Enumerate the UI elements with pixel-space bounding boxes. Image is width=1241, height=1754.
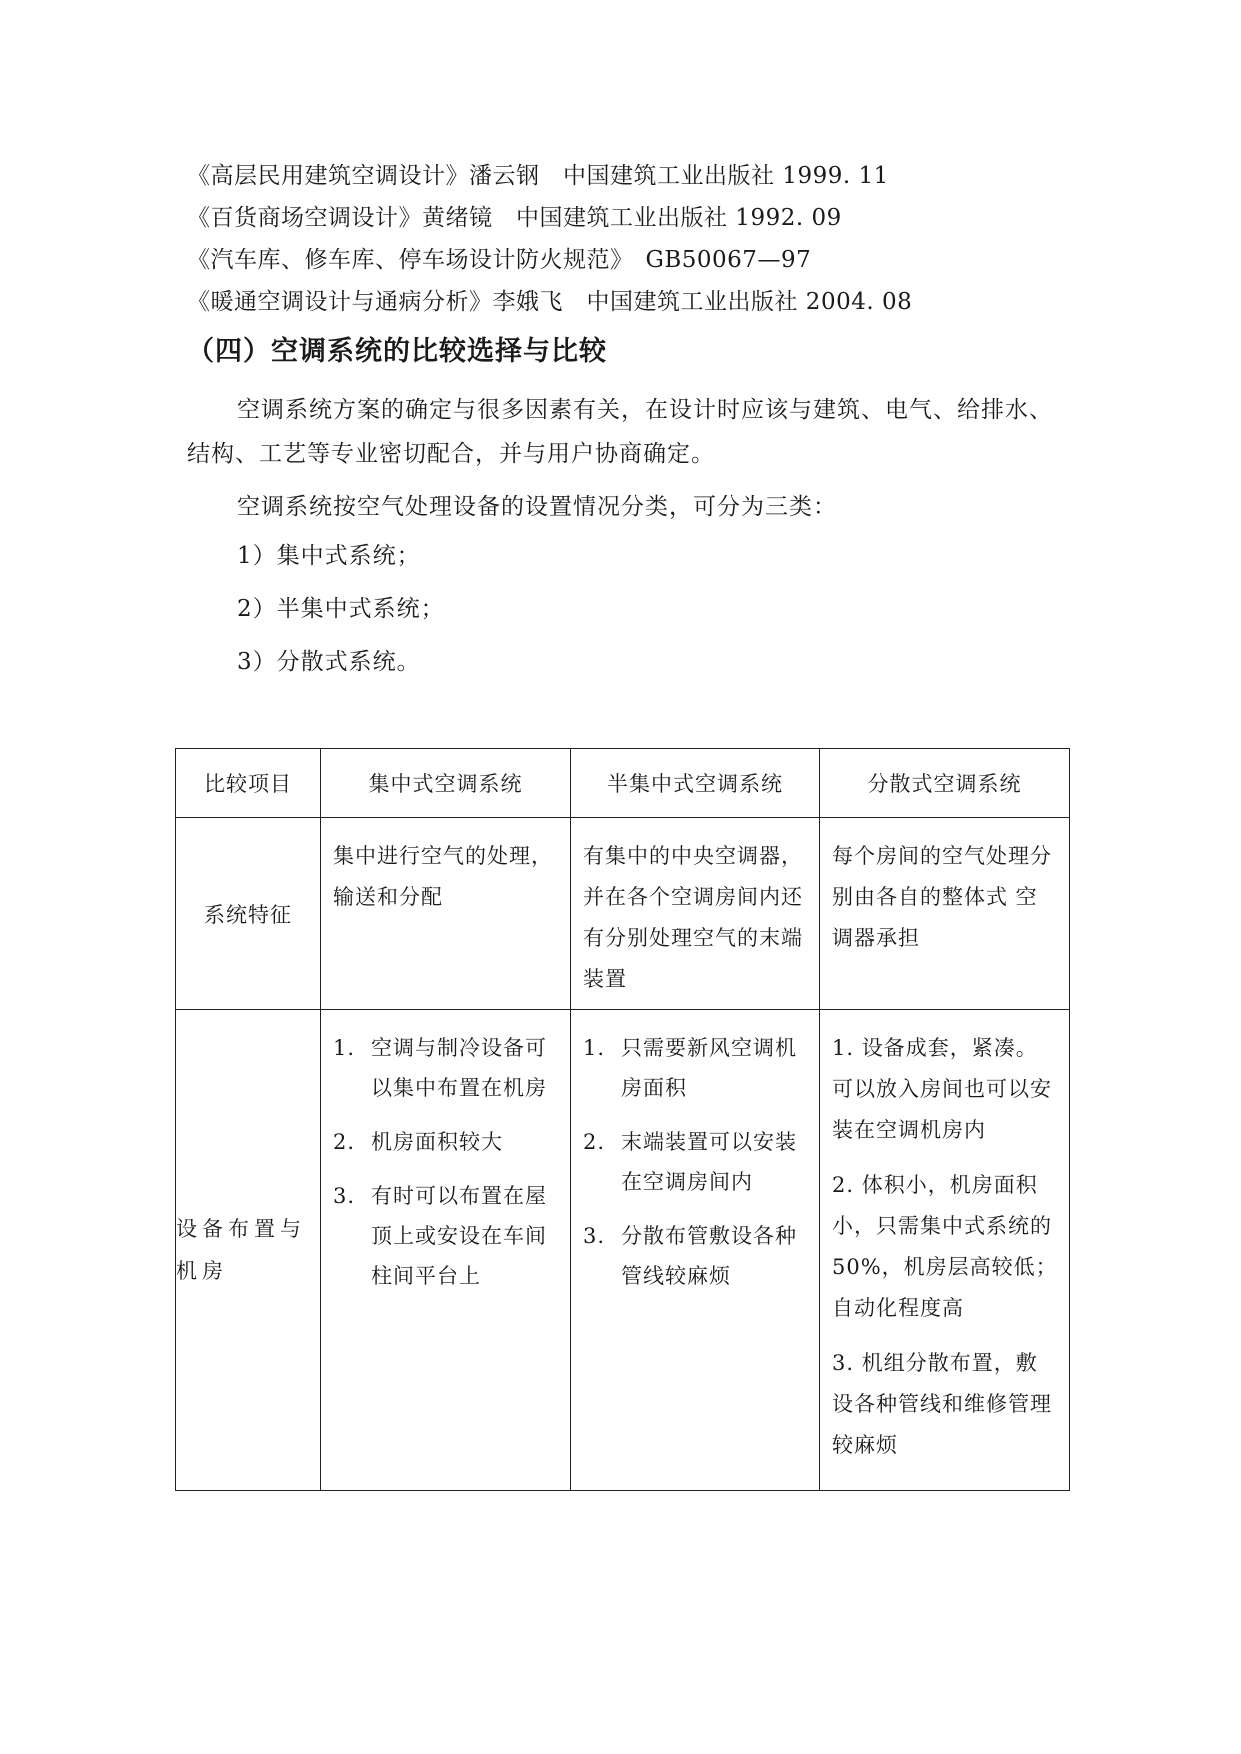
item-text: 末端装置可以安装在空调房间内: [621, 1130, 797, 1194]
table-header-row: [176, 749, 1070, 818]
item-number: 2.: [333, 1130, 356, 1154]
reference-line: 《百货商场空调设计》黄绪镜 中国建筑工业出版社 1992. 09: [187, 205, 842, 231]
item-text: 3. 机组分散布置，敷设各种管线和维修管理较麻烦: [832, 1351, 1052, 1457]
cell-text: 每个房间的空气处理分别由各自的整体式 空调器承担: [832, 844, 1052, 950]
list-item: [583, 1028, 811, 1108]
list-item: [583, 1122, 811, 1202]
table-cell: [321, 818, 571, 1010]
cell-text: 有集中的中央空调器，并在各个空调房间内还有分别处理空气的末端装置: [583, 844, 803, 991]
cell-text: 集中进行空气的处理，输送和分配: [333, 844, 553, 909]
classification-item: 2）半集中式系统；: [237, 596, 445, 622]
reference-line: 《高层民用建筑空调设计》潘云钢 中国建筑工业出版社 1999. 11: [187, 163, 889, 189]
classification-item: 1）集中式系统；: [237, 543, 421, 569]
table-cell: [820, 818, 1070, 1010]
item-number: 1.: [333, 1036, 356, 1060]
table-cell: [571, 818, 820, 1010]
list-item: [333, 1176, 562, 1296]
item-text: 1. 设备成套，紧凑。可以放入房间也可以安装在空调机房内: [832, 1036, 1052, 1142]
paragraph-text: 空调系统方案的确定与很多因素有关，在设计时应该与建筑、电气、给排水、结构、工艺等专业密切配合，并与用户协商确定。: [187, 397, 1053, 467]
item-text: 机房面积较大: [371, 1130, 503, 1154]
list-item: [333, 1122, 562, 1162]
item-text: 只需要新风空调机房面积: [621, 1036, 797, 1100]
row-label: 设备布置与机房: [176, 1010, 321, 1491]
reference-line: 《汽车库、修车库、停车场设计防火规范》 GB50067—97: [187, 247, 812, 273]
item-number: 2.: [583, 1130, 606, 1154]
item-text: 2. 体积小，机房面积小，只需集中式系统的 50%，机房层高较低；自动化程度高: [832, 1173, 1058, 1320]
item-number: 3.: [333, 1184, 356, 1208]
paragraph: [187, 485, 1067, 529]
header-cell: 分散式空调系统: [820, 749, 1070, 818]
paragraph: [187, 388, 1067, 476]
item-number: 1.: [583, 1036, 606, 1060]
list-item: [583, 1216, 811, 1296]
header-cell: 集中式空调系统: [321, 749, 571, 818]
numbered-list: [321, 1010, 570, 1320]
list-item: [333, 1028, 562, 1108]
classification-item: 3）分散式系统。: [237, 649, 421, 675]
item-number: 3.: [583, 1224, 606, 1248]
reference-line: 《暖通空调设计与通病分析》李娥飞 中国建筑工业出版社 2004. 08: [187, 289, 913, 315]
table-row-features: [176, 818, 1070, 1010]
table-cell: [321, 1010, 571, 1491]
table-cell: [571, 1010, 820, 1491]
comparison-table: [175, 748, 1070, 1491]
header-cell: 比较项目: [176, 749, 321, 818]
table-cell: [820, 1010, 1070, 1491]
row-label: 系统特征: [176, 818, 321, 1010]
header-cell: 半集中式空调系统: [571, 749, 820, 818]
numbered-list: [571, 1010, 819, 1320]
item-text: 分散布管敷设各种管线较麻烦: [621, 1224, 797, 1288]
item-text: 空调与制冷设备可以集中布置在机房: [371, 1036, 547, 1100]
section-heading: （四）空调系统的比较选择与比较: [187, 336, 607, 367]
table-row-equipment: [176, 1010, 1070, 1491]
paragraph-text: 空调系统按空气处理设备的设置情况分类，可分为三类：: [237, 494, 837, 520]
item-block: [820, 1010, 1069, 1490]
item-text: 有时可以布置在屋顶上或安设在车间柱间平台上: [371, 1184, 547, 1288]
